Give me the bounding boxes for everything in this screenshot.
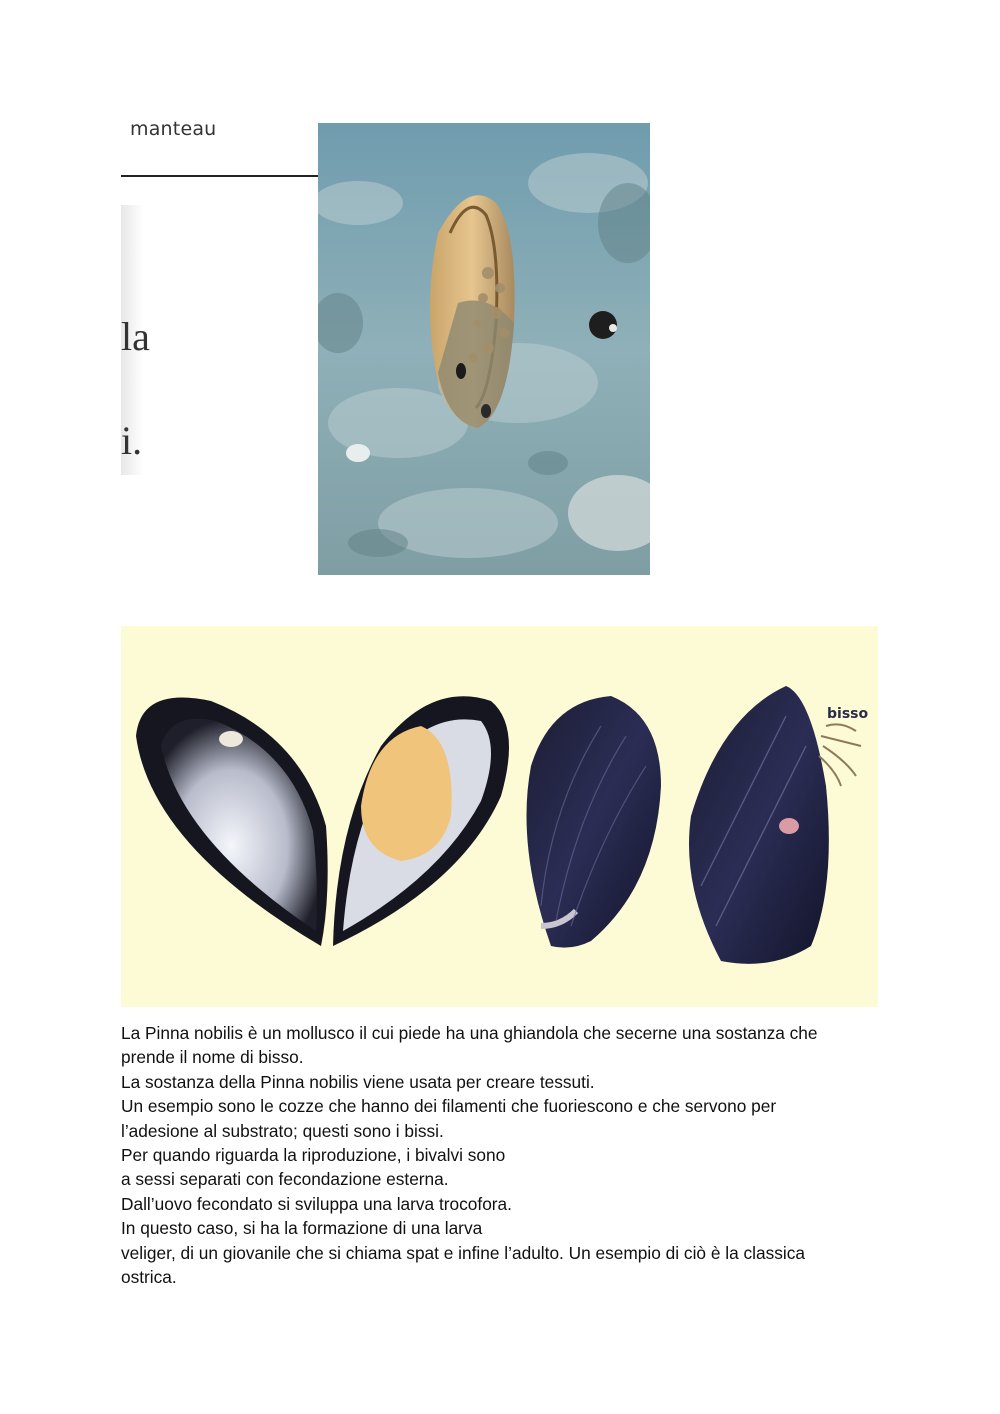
body-line: ostrica. — [121, 1267, 177, 1288]
bisso-label: bisso — [827, 706, 869, 722]
fragment-rule — [121, 175, 318, 177]
body-line: La Pinna nobilis è un mollusco il cui piede ha una ghiandola che secerne una sostanza che — [121, 1023, 818, 1043]
body-line: prende il nome di bisso. — [121, 1047, 304, 1068]
body-line: La sostanza della Pinna nobilis viene usata per creare tessuti. — [121, 1071, 595, 1092]
body-line: In questo caso, si ha la formazione di una larva — [121, 1218, 483, 1239]
fragment-letter-i: i. — [121, 418, 143, 463]
pinna-nobilis-photo — [318, 123, 650, 575]
fragment-label-manteau: manteau — [130, 118, 217, 140]
body-line: Un esempio sono le cozze che hanno dei filamenti che fuoriescono e che servono per — [121, 1096, 777, 1117]
cropped-diagram-fragment — [121, 115, 318, 475]
body-line: a sessi separati con fecondazione esterna. — [121, 1169, 449, 1190]
body-line: Per quando riguarda la riproduzione, i bivalvi sono — [121, 1145, 506, 1166]
body-line: veliger, di un giovanile che si chiama spat e infine l’adulto. Un esempio di ciò è la classica — [121, 1242, 805, 1263]
fragment-letter-a: la — [121, 314, 150, 359]
body-text — [121, 1021, 881, 1289]
mussel-shells-photo — [121, 626, 878, 1007]
body-line: l’adesione al substrato; questi sono i bissi. — [121, 1120, 444, 1141]
body-line: Dall’uovo fecondato si sviluppa una larva trocofora. — [121, 1193, 512, 1214]
